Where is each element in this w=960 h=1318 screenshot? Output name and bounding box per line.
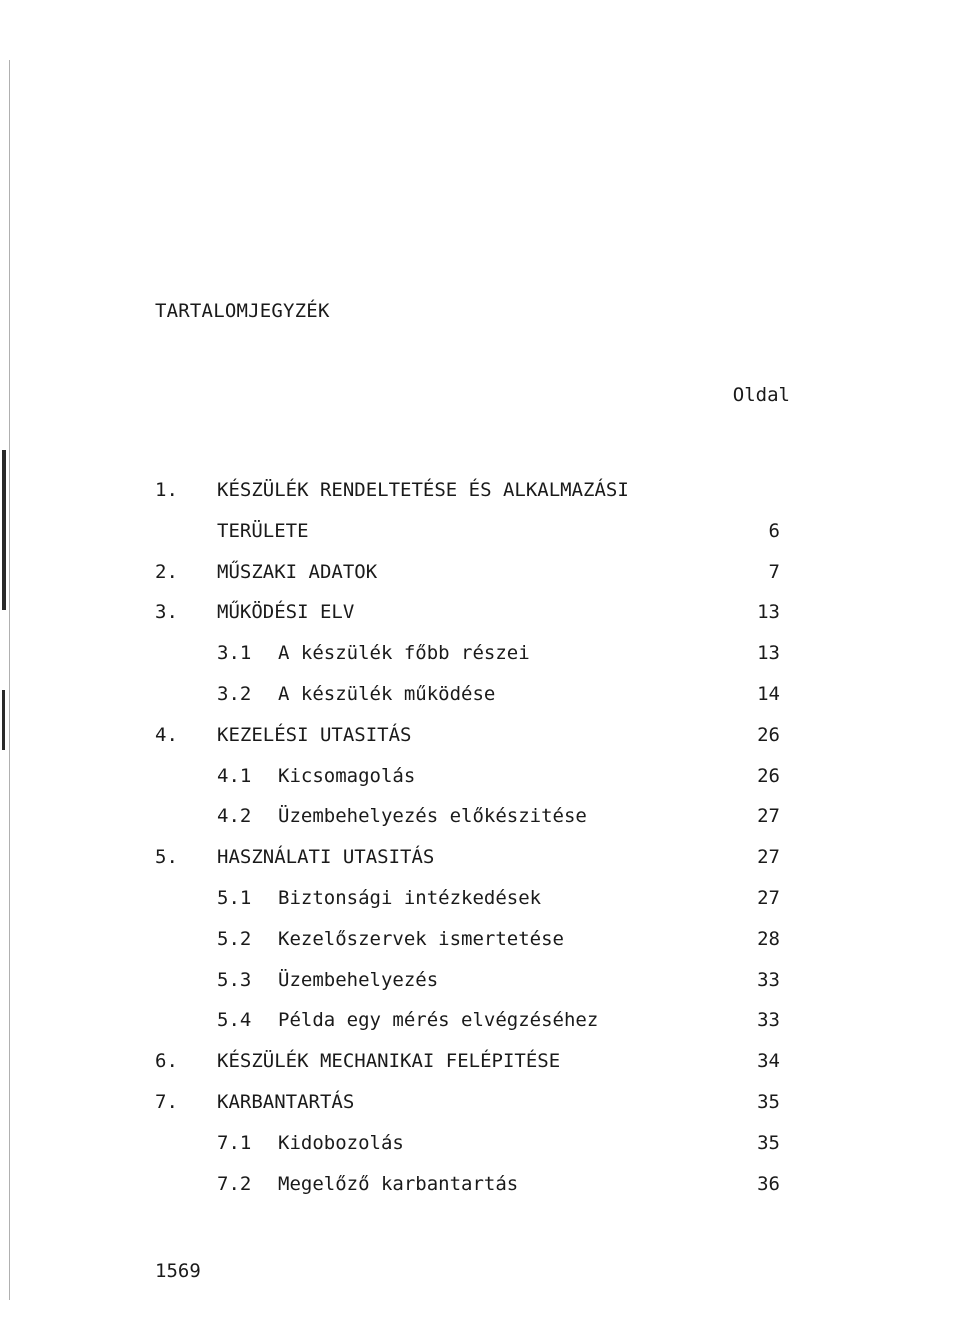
toc-label: KEZELÉSI UTASITÁS [217,723,412,746]
toc-label: KÉSZÜLÉK MECHANIKAI FELÉPITÉSE [217,1050,561,1073]
toc-label: Példa egy mérés elvégzéséhez [278,1009,599,1032]
toc-row [0,592,960,633]
toc-row [0,674,960,715]
toc-page: 26 [757,764,780,787]
toc-row [0,1164,960,1205]
toc-number: 7.1 [217,1131,252,1154]
toc-page: 36 [757,1172,780,1195]
toc-row [0,796,960,837]
toc-number: 5.3 [217,968,252,991]
toc-label: HASZNÁLATI UTASITÁS [217,846,435,869]
toc-row [0,552,960,593]
toc-page: 35 [757,1090,780,1113]
toc-number: 3. [155,601,178,624]
toc-page: 34 [757,1050,780,1073]
toc-row [0,1041,960,1082]
toc-number: 3.1 [217,642,252,665]
toc-label: MŰKÖDÉSI ELV [217,601,355,624]
toc-page: 33 [757,1009,780,1032]
toc-page: 13 [757,601,780,624]
toc-page: 35 [757,1131,780,1154]
toc-label: A készülék működése [278,682,496,705]
toc-label: Üzembehelyezés előkészitése [278,805,587,828]
toc-label: Megelőző karbantartás [278,1172,519,1195]
toc-row [0,715,960,756]
toc-page: 33 [757,968,780,991]
toc-label: KARBANTARTÁS [217,1090,355,1113]
toc-number: 5.1 [217,886,252,909]
toc-number: 7.2 [217,1172,252,1195]
toc-number: 5.4 [217,1009,252,1032]
table-of-contents [0,470,960,1204]
toc-number: 4. [155,723,178,746]
toc-row [0,756,960,797]
page-title: TARTALOMJEGYZÉK [155,300,330,322]
toc-row [0,1000,960,1041]
toc-number: 1. [155,479,178,501]
toc-page: 27 [757,846,780,869]
toc-row [0,919,960,960]
toc-page: 14 [757,682,780,705]
toc-number: 7. [155,1090,178,1113]
toc-number: 6. [155,1050,178,1073]
toc-page: 27 [757,805,780,828]
toc-page: 28 [757,927,780,950]
toc-label: Kidobozolás [278,1131,404,1154]
toc-row [0,1123,960,1164]
toc-row [0,511,960,552]
toc-label: Kicsomagolás [278,764,416,787]
document-number: 1569 [155,1260,201,1282]
page-column-label: Oldal [732,384,790,406]
toc-row [0,837,960,878]
toc-number: 4.2 [217,805,252,828]
toc-number: 2. [155,560,178,583]
toc-row [0,633,960,674]
toc-page: 7 [768,560,780,583]
toc-page: 6 [768,519,780,542]
toc-row [0,1082,960,1123]
toc-number: 3.2 [217,682,252,705]
toc-page: 26 [757,723,780,746]
toc-row [0,470,960,511]
toc-label: Biztonsági intézkedések [278,886,542,909]
toc-page: 27 [757,886,780,909]
toc-label: TERÜLETE [217,519,309,542]
toc-label: KÉSZÜLÉK RENDELTETÉSE ÉS ALKALMAZÁSI [217,479,629,501]
toc-number: 5. [155,846,178,869]
toc-page: 13 [757,642,780,665]
toc-label: Kezelőszervek ismertetése [278,927,564,950]
toc-number: 5.2 [217,927,252,950]
toc-number: 4.1 [217,764,252,787]
toc-label: MŰSZAKI ADATOK [217,560,378,583]
toc-label: A készülék főbb részei [278,642,530,665]
toc-row [0,960,960,1001]
toc-label: Üzembehelyezés [278,968,439,991]
toc-row [0,878,960,919]
